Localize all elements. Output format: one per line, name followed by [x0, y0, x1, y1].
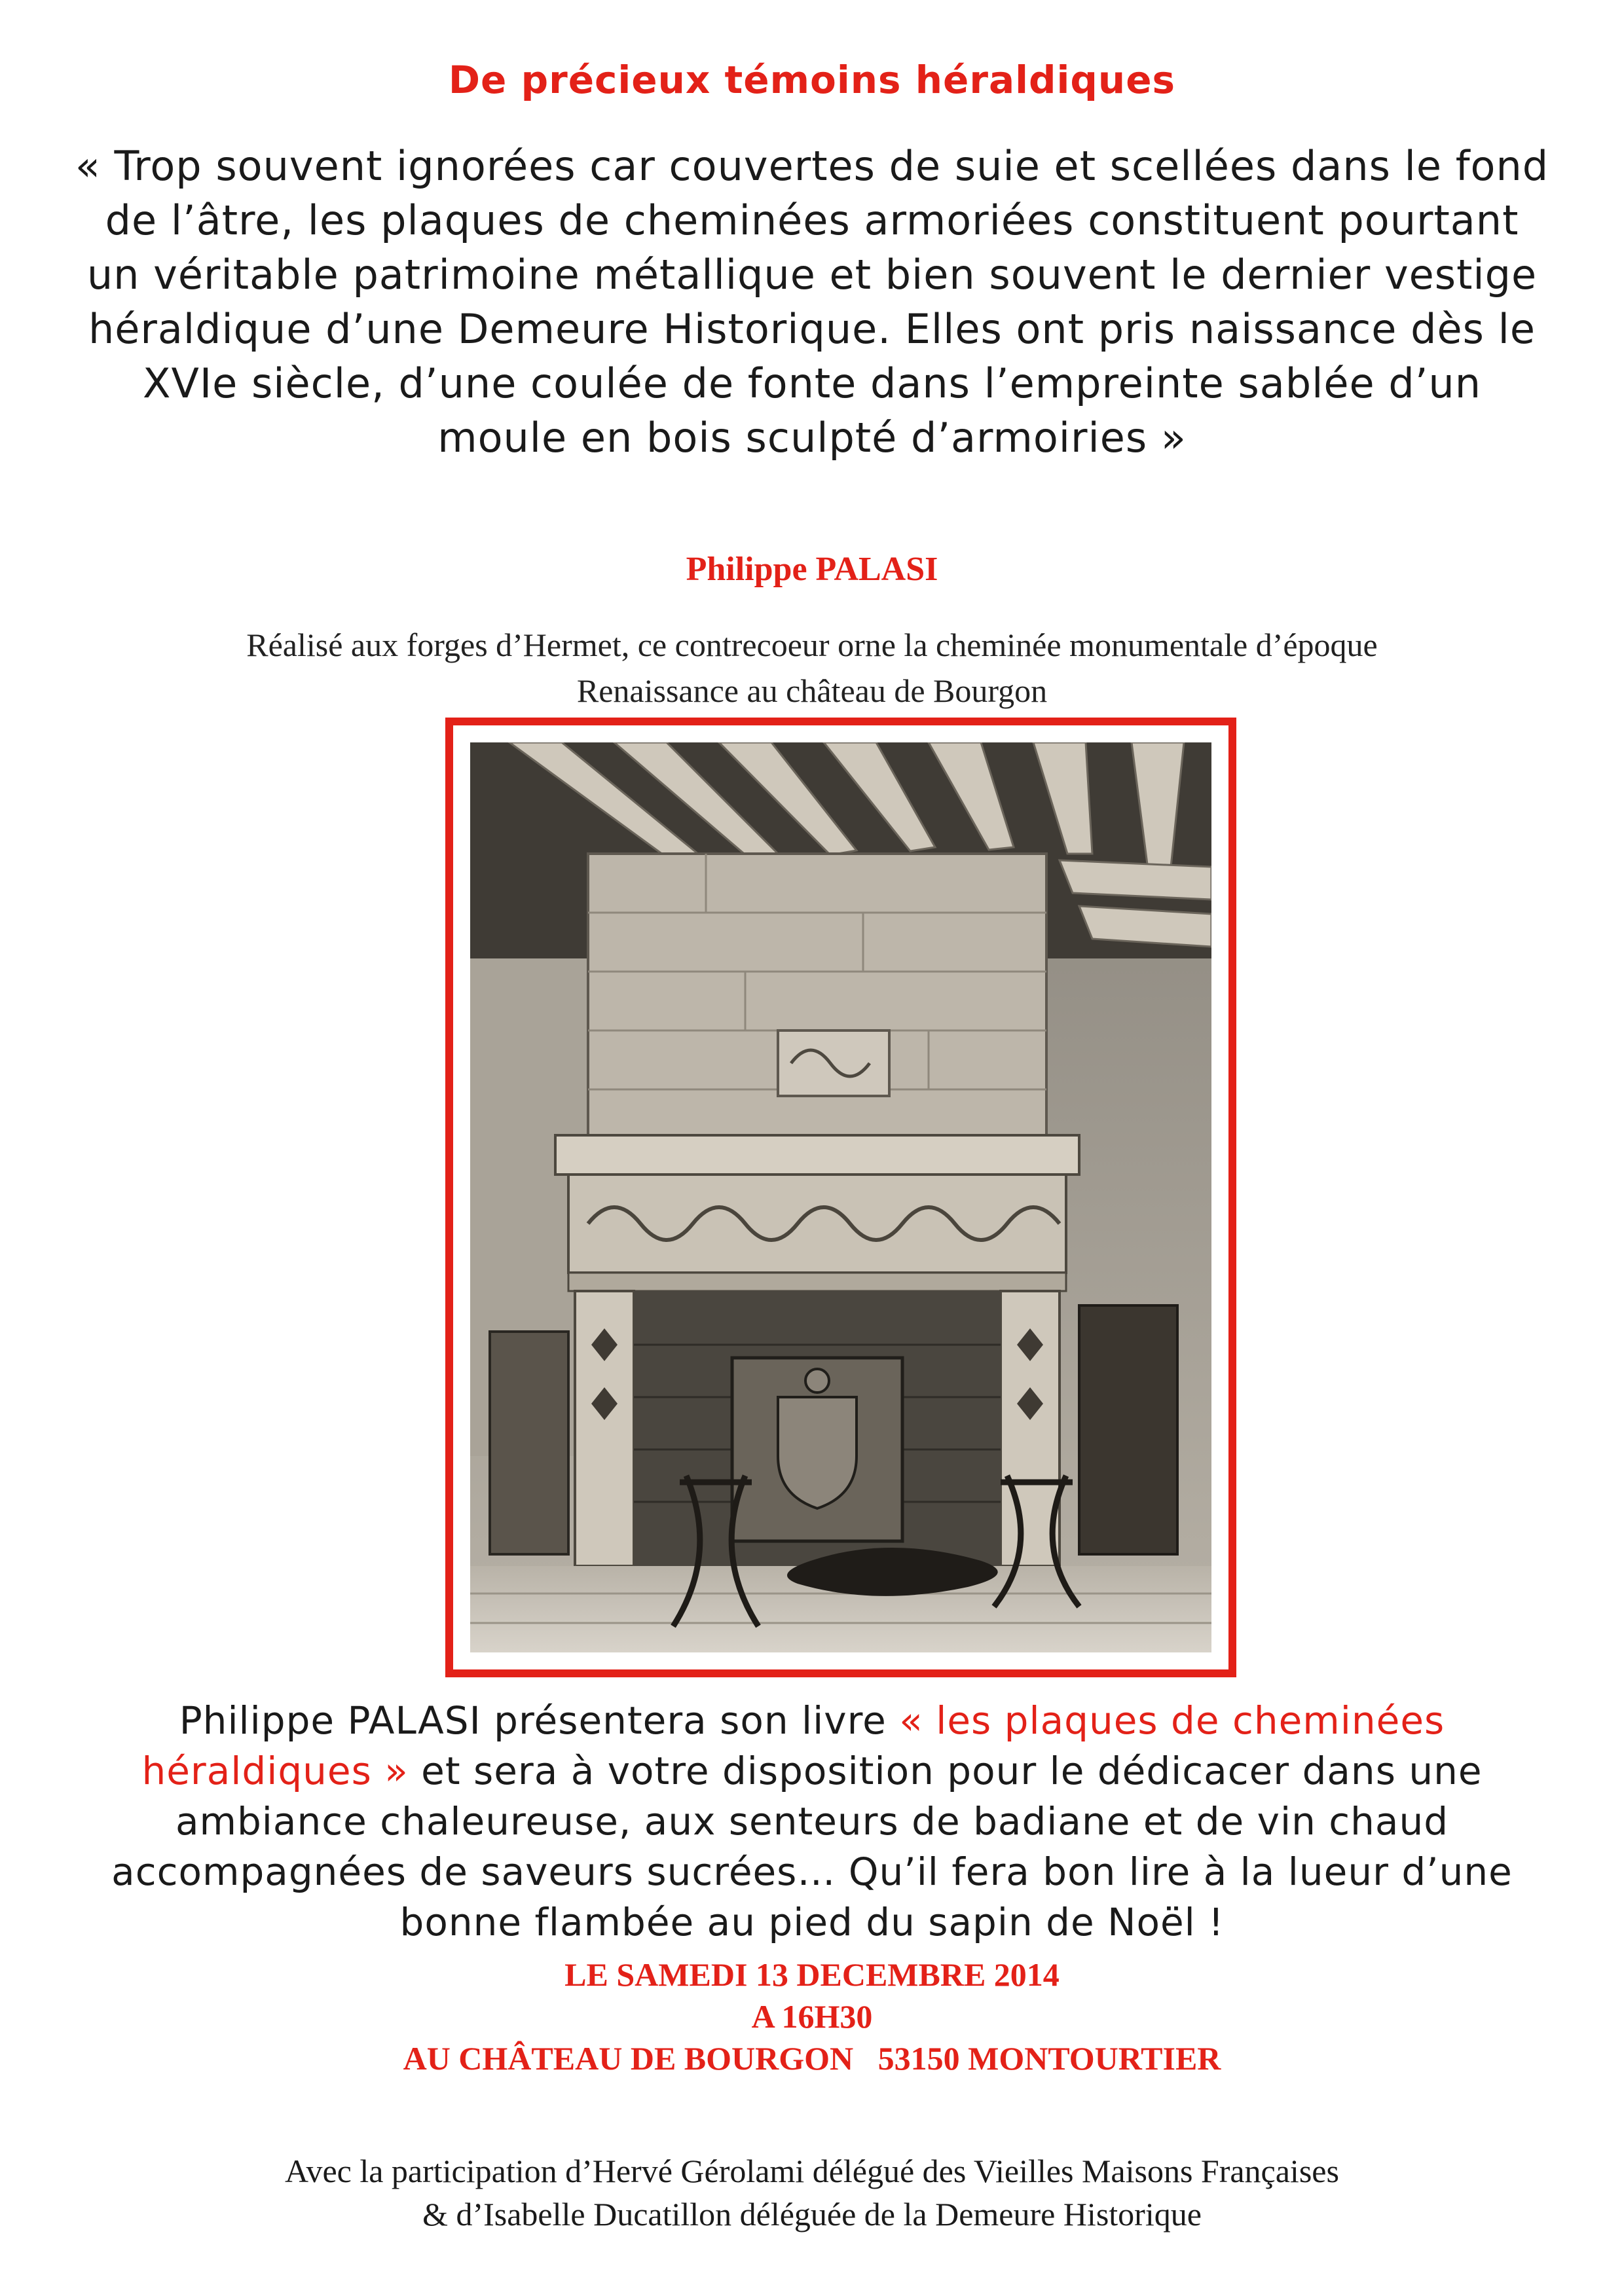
page-title: De précieux témoins héraldiques [448, 58, 1176, 102]
fireplace-illustration [470, 742, 1211, 1652]
event-time: A 16H30 [751, 1998, 873, 2035]
credits-line-2: & d’Isabelle Ducatillon déléguée de la Demeure Historique [422, 2196, 1202, 2232]
quote-text: « Trop souvent ignorées car couvertes de suie et scellées dans le fond de l’âtre, les plaques de cheminées armoriées constituent pourtant un véritable patrimoine métallique et bien souvent le dernier vestige héraldique d’une Demeure Historique. Elles ont pris naissance dès le XVIe siècle, d’une coulée de fonte dans l’empreinte sablée d’un moule en bois sculpté d’armoiries » [75, 142, 1549, 462]
caption-line-2: Renaissance au château de Bourgon [576, 672, 1048, 709]
participation-credits [131, 2149, 1493, 2236]
event-info [0, 1954, 1624, 2079]
book-details: et sera à votre disposition pour le dédicacer dans une ambiance chaleureuse, aux senteurs de badiane et de vin chaud accompagnées de saveurs sucrées… Qu’il fera bon lire à la lueur d’une bonne flambée au pied du sapin de Noël ! [111, 1749, 1513, 1944]
event-date: LE SAMEDI 13 DECEMBRE 2014 [564, 1956, 1060, 1993]
caption-line-1: Réalisé aux forges d’Hermet, ce contrecoeur orne la cheminée monumentale d’époque [246, 627, 1378, 663]
credits-line-1: Avec la participation d’Hervé Gérolami délégué des Vieilles Maisons Françaises [285, 2153, 1339, 2189]
book-intro: Philippe PALASI présentera son livre [179, 1698, 900, 1743]
photo-caption [157, 622, 1467, 714]
book-title: « les plaques de cheminées héraldiques » [141, 1698, 1445, 1793]
event-place: AU CHÂTEAU DE BOURGON 53150 MONTOURTIER [403, 2040, 1221, 2077]
book-announcement [65, 1696, 1559, 1948]
author-name: Philippe PALASI [686, 551, 938, 588]
fireplace-photo [445, 718, 1236, 1677]
